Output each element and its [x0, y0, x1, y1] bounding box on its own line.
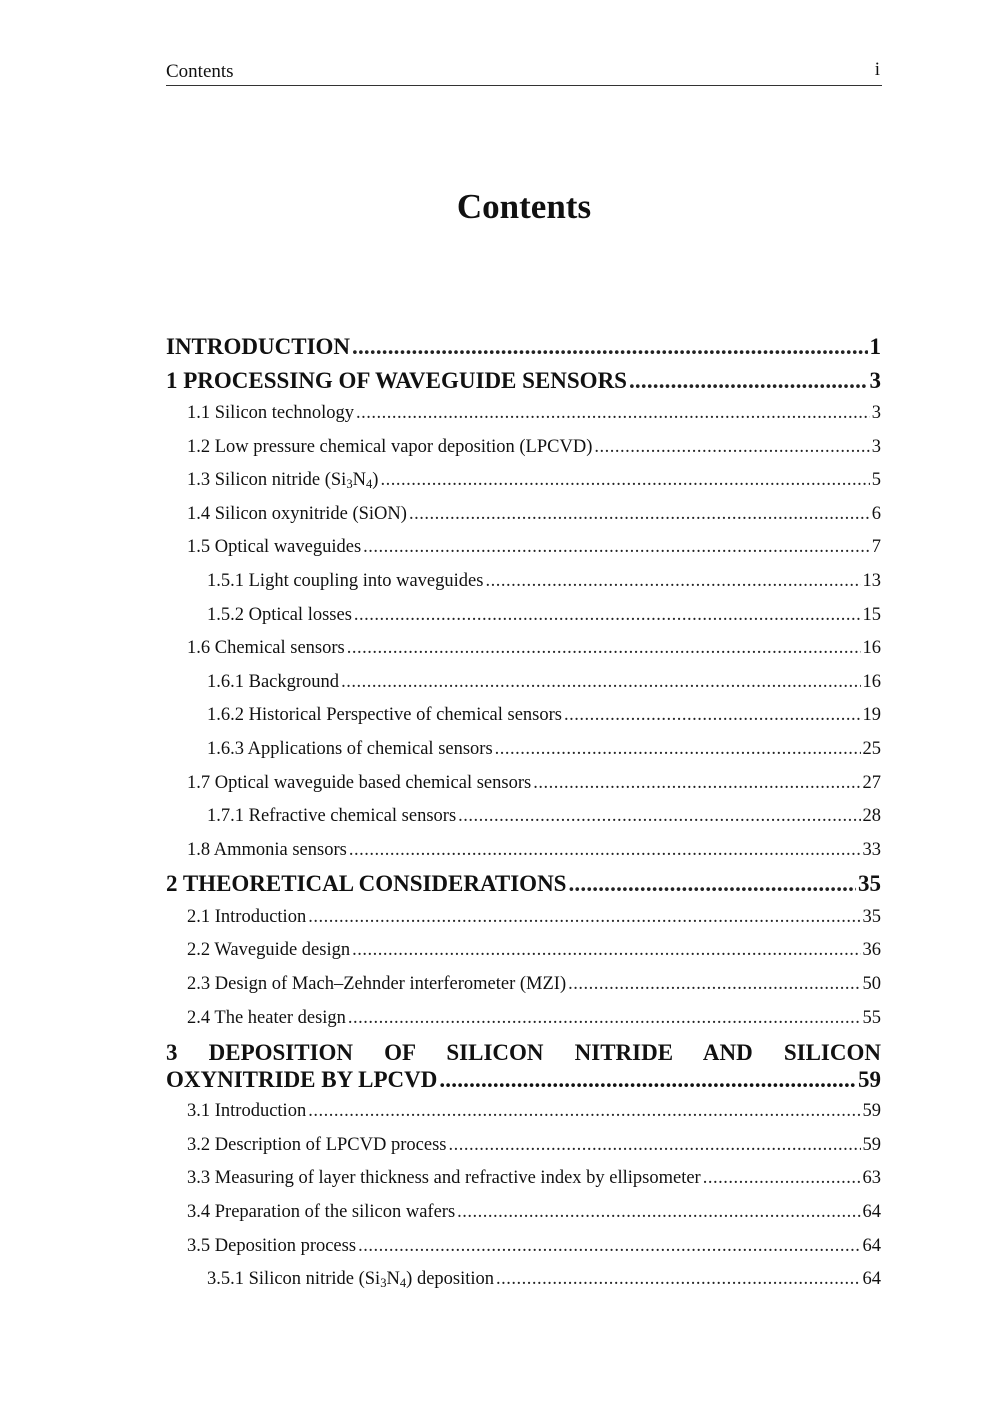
subscript: 4: [365, 477, 373, 492]
toc-entry-page: 5: [871, 470, 881, 491]
toc-entry-3-5-1[interactable]: [166, 1263, 881, 1297]
toc-leader-dots: [308, 1095, 860, 1129]
toc-entry-3-1[interactable]: [166, 1095, 881, 1129]
toc-entry-page: 15: [862, 604, 881, 625]
toc-entry-label: OXYNITRIDE BY LPCVD: [166, 1067, 438, 1093]
toc-leader-dots: [347, 632, 861, 666]
toc-leader-dots: [439, 1066, 856, 1093]
toc-entry-page: 36: [862, 940, 881, 961]
toc-entry-page: 55: [862, 1007, 881, 1028]
toc-leader-dots: [308, 901, 860, 935]
toc-leader-dots: [495, 733, 861, 767]
table-of-contents: [166, 330, 881, 1297]
toc-entry-3-3[interactable]: [166, 1162, 881, 1196]
toc-entry-page: 59: [862, 1101, 881, 1122]
toc-entry-1-6-2[interactable]: [166, 699, 881, 733]
toc-entry-chapter-2[interactable]: [166, 867, 881, 901]
toc-entry-label: 2.4 The heater design: [187, 1007, 346, 1028]
subscript: 4: [399, 1276, 407, 1291]
subscript: 3: [380, 1276, 387, 1291]
toc-entry-1-1[interactable]: [166, 397, 881, 431]
toc-entry-1-7-1[interactable]: [166, 800, 881, 834]
toc-entry-page: 59: [862, 1134, 881, 1155]
toc-entry-2-4[interactable]: [166, 1002, 881, 1036]
toc-entry-label: 1.4 Silicon oxynitride (SiON): [187, 503, 407, 524]
toc-leader-dots: [629, 364, 868, 398]
toc-entry-1-2[interactable]: [166, 431, 881, 465]
toc-entry-1-7[interactable]: [166, 767, 881, 801]
toc-entry-label: 3.5 Deposition process: [187, 1235, 357, 1256]
running-header-title: Contents: [166, 61, 234, 82]
toc-label-text: 1.3 Silicon nitride (Si: [187, 470, 347, 491]
toc-entry-1-8[interactable]: [166, 834, 881, 868]
page-title: Contents: [456, 187, 592, 226]
toc-entry-chapter-3[interactable]: [166, 1035, 881, 1095]
toc-entry-label: [187, 464, 378, 498]
toc-entry-page: 25: [862, 738, 881, 759]
toc-entry-1-5-1[interactable]: [166, 565, 881, 599]
toc-entry-1-5[interactable]: [166, 531, 881, 565]
toc-entry-page: 3: [871, 403, 881, 423]
toc-label-text: 3.5.1 Silicon nitride (Si: [207, 1269, 381, 1290]
toc-leader-dots: [458, 800, 860, 834]
toc-leader-dots: [594, 431, 869, 465]
toc-entry-page: 59: [858, 1067, 881, 1093]
toc-entry-label: 1.5.2 Optical losses: [207, 604, 352, 625]
toc-entry-label: 1.2 Low pressure chemical vapor deposition (LPCVD): [187, 436, 593, 457]
toc-entry-label: 1.5.1 Light coupling into waveguides: [207, 570, 484, 591]
toc-entry-1-6[interactable]: [166, 632, 881, 666]
toc-leader-dots: [363, 531, 870, 565]
toc-entry-1-3[interactable]: [166, 464, 881, 498]
toc-entry-label: 1.6.2 Historical Perspective of chemical sensors: [207, 705, 562, 726]
toc-entry-label: 1.1 Silicon technology: [187, 403, 354, 423]
page-number: i: [874, 59, 880, 80]
toc-leader-dots: [564, 699, 861, 733]
toc-entry-page: 35: [858, 871, 881, 897]
toc-entry-label: 1.7 Optical waveguide based chemical sensors: [187, 772, 532, 793]
toc-entry-page: 13: [862, 570, 881, 591]
toc-leader-dots: [354, 599, 861, 633]
toc-entry-3-5[interactable]: [166, 1230, 881, 1264]
toc-entry-label: 3.2 Description of LPCVD process: [187, 1134, 447, 1155]
toc-entry-label: 1.6 Chemical sensors: [187, 638, 345, 659]
toc-entry-2-2[interactable]: [166, 934, 881, 968]
toc-leader-dots: [533, 767, 860, 801]
toc-leader-dots: [485, 565, 860, 599]
toc-entry-page: 33: [862, 839, 881, 860]
toc-leader-dots: [380, 464, 869, 498]
toc-label-text: N: [352, 470, 366, 491]
toc-entry-1-6-1[interactable]: [166, 666, 881, 700]
toc-entry-label-line2: [166, 1066, 881, 1093]
toc-entry-3-4[interactable]: [166, 1196, 881, 1230]
toc-entry-page: 64: [862, 1269, 881, 1290]
toc-entry-page: 3: [871, 436, 881, 457]
toc-entry-page: 16: [862, 638, 881, 659]
toc-entry-label-line1: 3 DEPOSITION OF SILICON NITRIDE AND SILICON: [166, 1040, 881, 1066]
toc-entry-label: 3.4 Preparation of the silicon wafers: [187, 1201, 456, 1222]
toc-entry-label: 1 PROCESSING OF WAVEGUIDE SENSORS: [166, 367, 627, 393]
toc-entry-label: 1.6.3 Applications of chemical sensors: [207, 738, 493, 759]
toc-entry-label: 1.6.1 Background: [207, 671, 340, 692]
toc-leader-dots: [568, 867, 856, 901]
toc-leader-dots: [352, 934, 860, 968]
toc-entry-label: 2.3 Design of Mach–Zehnder interferometer (MZI): [187, 974, 567, 994]
toc-label-text: N: [386, 1269, 400, 1290]
toc-entry-label: 3.3 Measuring of layer thickness and refractive index by ellipsometer: [187, 1168, 701, 1189]
toc-entry-page: 63: [862, 1168, 881, 1189]
toc-entry-page: 7: [871, 537, 881, 558]
toc-entry-label: 1.7.1 Refractive chemical sensors: [207, 806, 457, 827]
toc-entry-page: 50: [862, 974, 881, 994]
toc-entry-page: 64: [862, 1201, 881, 1222]
toc-leader-dots: [356, 397, 870, 431]
toc-leader-dots: [341, 666, 860, 700]
toc-entry-page: 16: [862, 671, 881, 692]
toc-leader-dots: [358, 1230, 860, 1264]
toc-entry-2-1[interactable]: [166, 901, 881, 935]
toc-entry-label: 2.2 Waveguide design: [187, 940, 351, 961]
toc-entry-page: 27: [862, 772, 881, 793]
toc-entry-introduction[interactable]: [166, 330, 881, 364]
toc-entry-label: 2 THEORETICAL CONSIDERATIONS: [166, 871, 567, 897]
toc-entry-label: 1.8 Ammonia sensors: [187, 839, 347, 860]
toc-leader-dots: [568, 968, 860, 1002]
toc-entry-1-4[interactable]: [166, 498, 881, 532]
toc-entry-page: 64: [862, 1235, 881, 1256]
toc-entry-label: INTRODUCTION: [166, 334, 351, 359]
toc-entry-1-6-3[interactable]: [166, 733, 881, 767]
toc-entry-page: 6: [871, 503, 881, 524]
toc-entry-label: 2.1 Introduction: [187, 906, 307, 927]
toc-leader-dots: [349, 834, 861, 868]
toc-entry-1-5-2[interactable]: [166, 599, 881, 633]
toc-entry-chapter-1[interactable]: [166, 364, 881, 398]
toc-leader-dots: [409, 498, 870, 532]
toc-label-text: ): [372, 470, 379, 491]
toc-entry-page: 28: [862, 806, 881, 827]
running-header: [166, 58, 882, 86]
toc-leader-dots: [448, 1129, 860, 1163]
toc-leader-dots: [352, 330, 867, 364]
toc-leader-dots: [457, 1196, 860, 1230]
toc-entry-2-3[interactable]: [166, 968, 881, 1002]
toc-label-text: ) deposition: [406, 1269, 495, 1290]
toc-entry-page: 1: [869, 334, 881, 359]
toc-leader-dots: [348, 1002, 861, 1036]
toc-entry-label: 3.1 Introduction: [187, 1101, 307, 1122]
toc-entry-page: 19: [862, 705, 881, 726]
toc-leader-dots: [496, 1263, 860, 1297]
toc-entry-label: 1.5 Optical waveguides: [187, 537, 362, 558]
toc-entry-3-2[interactable]: [166, 1129, 881, 1163]
subscript: 3: [346, 477, 353, 492]
toc-entry-label: [207, 1263, 494, 1297]
toc-entry-page: 3: [869, 367, 881, 393]
toc-leader-dots: [703, 1162, 861, 1196]
toc-entry-page: 35: [862, 906, 881, 927]
